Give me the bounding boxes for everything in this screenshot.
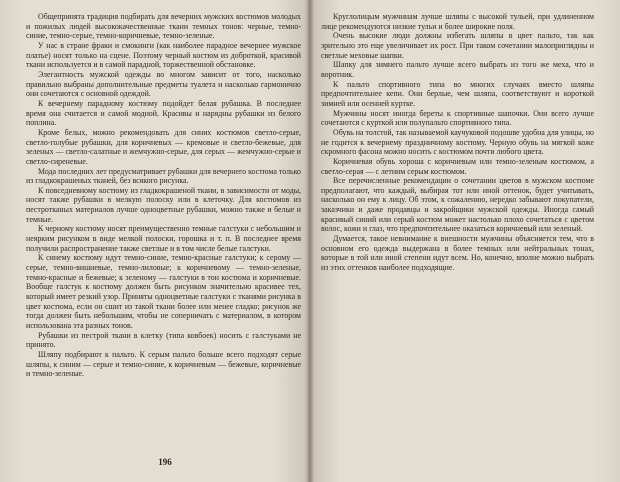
right-page xyxy=(310,0,620,482)
paragraph: Все перечисленные рекомендации о сочетании цветов в мужском костюме предполагают, что каждый, выбирая тот или иной оттенок, будет учитывать, насколько он ему к лицу. Об этом, к сожалению, нередко забывают покупатели, заказчики и даже продавцы и закройщики мужской одежды. Иногда самый красивый синий или серый костюм может настолько плохо сочетаться с цветом волос, кожи и глаз, что предпочтительнее оказаться коричневый или зеленый. xyxy=(321,176,594,234)
book-gutter xyxy=(306,0,314,482)
paragraph: К пальто спортивного типа во многих случаях вместо шляпы предпочтительнее кепи. Они берлые, чем шляпа, соответствуют и короткой зимней или осенней куртке. xyxy=(321,79,594,108)
paragraph: Круглолицым мужчинам лучше шляпы с высокой тульей, при удлиненном лице рекомендуются низкие тульи и более широкие поля. xyxy=(321,12,594,31)
paragraph: Обувь на толстой, так называемой каучуковой подошве удобна для улицы, но не годится к вечернему праздничному костюму. Черную обувь на мягкой коже скромного фасона можно носить с костюмом почти любого цвета. xyxy=(321,127,594,157)
paragraph: Шапку для зимнего пальто лучше всего выбрать из того же меха, что и воротник. xyxy=(321,60,594,79)
paragraph: Элегантность мужской одежды во многом зависит от того, насколько правильно выбраны дополнительные предметы туалета и насколько гармонично они сочетаются с основной одеждой. xyxy=(26,69,301,99)
paragraph: К черному костюму носят преимущественно темные галстуки с небольшим и неярким рисунком в виде мелкой полоски, горошка и т. п. В последнее время получили распространение также светлые и в том числе белые галстуки. xyxy=(26,224,301,253)
paragraph: Очень высокие люди должны избегать шляпы в цвет пальто, так как зрительно это еще увеличивает их рост. При таком сочетании малоприглядны и светлые меховые шапки. xyxy=(321,31,594,60)
paragraph: К синему костюму идут темно-синие, темно-красные галстуки; к серому — серые, темно-вишневые, темно-лиловые; к коричневому — темно-зеленые, темно-красные и бежевые; к зеленому — галстуки в тон костюма и коричневые. Вообще галстук к костюму должен быть рисунком значительно красивее тех, который имеет резкий узор. Приняты одноцветные галстуки с тканями рисунка в цвет костюма, если он сшит из такой ткани более или менее гладко; рисунок же тогда должен быть небольшим, чтобы не соперничать с материалом, в котором использована эта разных тонов. xyxy=(26,253,301,330)
paragraph: К повседневному костюму из гладкокрашеной ткани, в зависимости от моды, носят также рубашки в мелкую полоску или в клеточку. Для костюмов из пестротканых материалов лучше одноцветные рубашки, можно также и белые и темные. xyxy=(26,185,301,224)
paragraph: Думается, такое невнимание к внешности мужчины объясняется тем, что в основном его одежда выдержана в более темных или нейтральных тонах, которые в той или иной степени идут всем. Но, конечно, вполне можно выбрать из этих оттенков наиболее подходящие. xyxy=(321,234,594,273)
paragraph: Шляпу подбирают к пальто. К серым пальто больше всего подходят серые шляпы, к синим — серые и темно-синие, к коричневым — бежевые, коричневые и темно-зеленые. xyxy=(26,349,301,379)
paragraph: Мода последних лет предусматривает рубашки для вечернего костюма только из гладкокрашеных тканей, без всякого рисунка. xyxy=(26,166,301,186)
left-page-text xyxy=(26,12,301,379)
paragraph: Коричневая обувь хороша с коричневым или темно-зеленым костюмом, а светло-серая — с летним серым костюмом. xyxy=(321,156,594,176)
paragraph: Кроме белых, можно рекомендовать для синих костюмов светло-серые, светло-голубые рубашки, для коричневых — кремовые и светло-бежевые, для зеленых — светло-салатные и жемчужно-серые, для серых — жемчужно-серые и светло-сиреневые. xyxy=(26,127,301,166)
paragraph: Общепринята традиция подбирать для вечерних мужских костюмов молодых и пожилых людей высококачественные ткани темных тонов: черные, темно-синие, темно-серые, темно-коричневые, темно-зеленые. xyxy=(26,12,301,41)
paragraph: У нас в стране фраки и смокинги (как наиболее парадное вечернее мужское платье) носят только на сцене. Поэтому черный костюм из доброткой, красивой ткани используется и в самой парадной, торжественной обстановке. xyxy=(26,40,301,70)
right-page-text xyxy=(321,12,594,273)
paragraph: Рубашки из пестрой ткани в клетку (типа ковбоек) носить с галстуками не принято. xyxy=(26,330,301,350)
paragraph: К вечернему парадному костюму подойдет белая рубашка. В последнее время она считается и самой модной. Красивы и нарядны рубашки из белого поплина. xyxy=(26,98,301,128)
page-number: 196 xyxy=(158,457,172,468)
paragraph: Мужчины носят иногда береты к спортивные шапочки. Они всего лучше сочетаются с курткой или полупальто спортивного типа. xyxy=(321,108,594,128)
